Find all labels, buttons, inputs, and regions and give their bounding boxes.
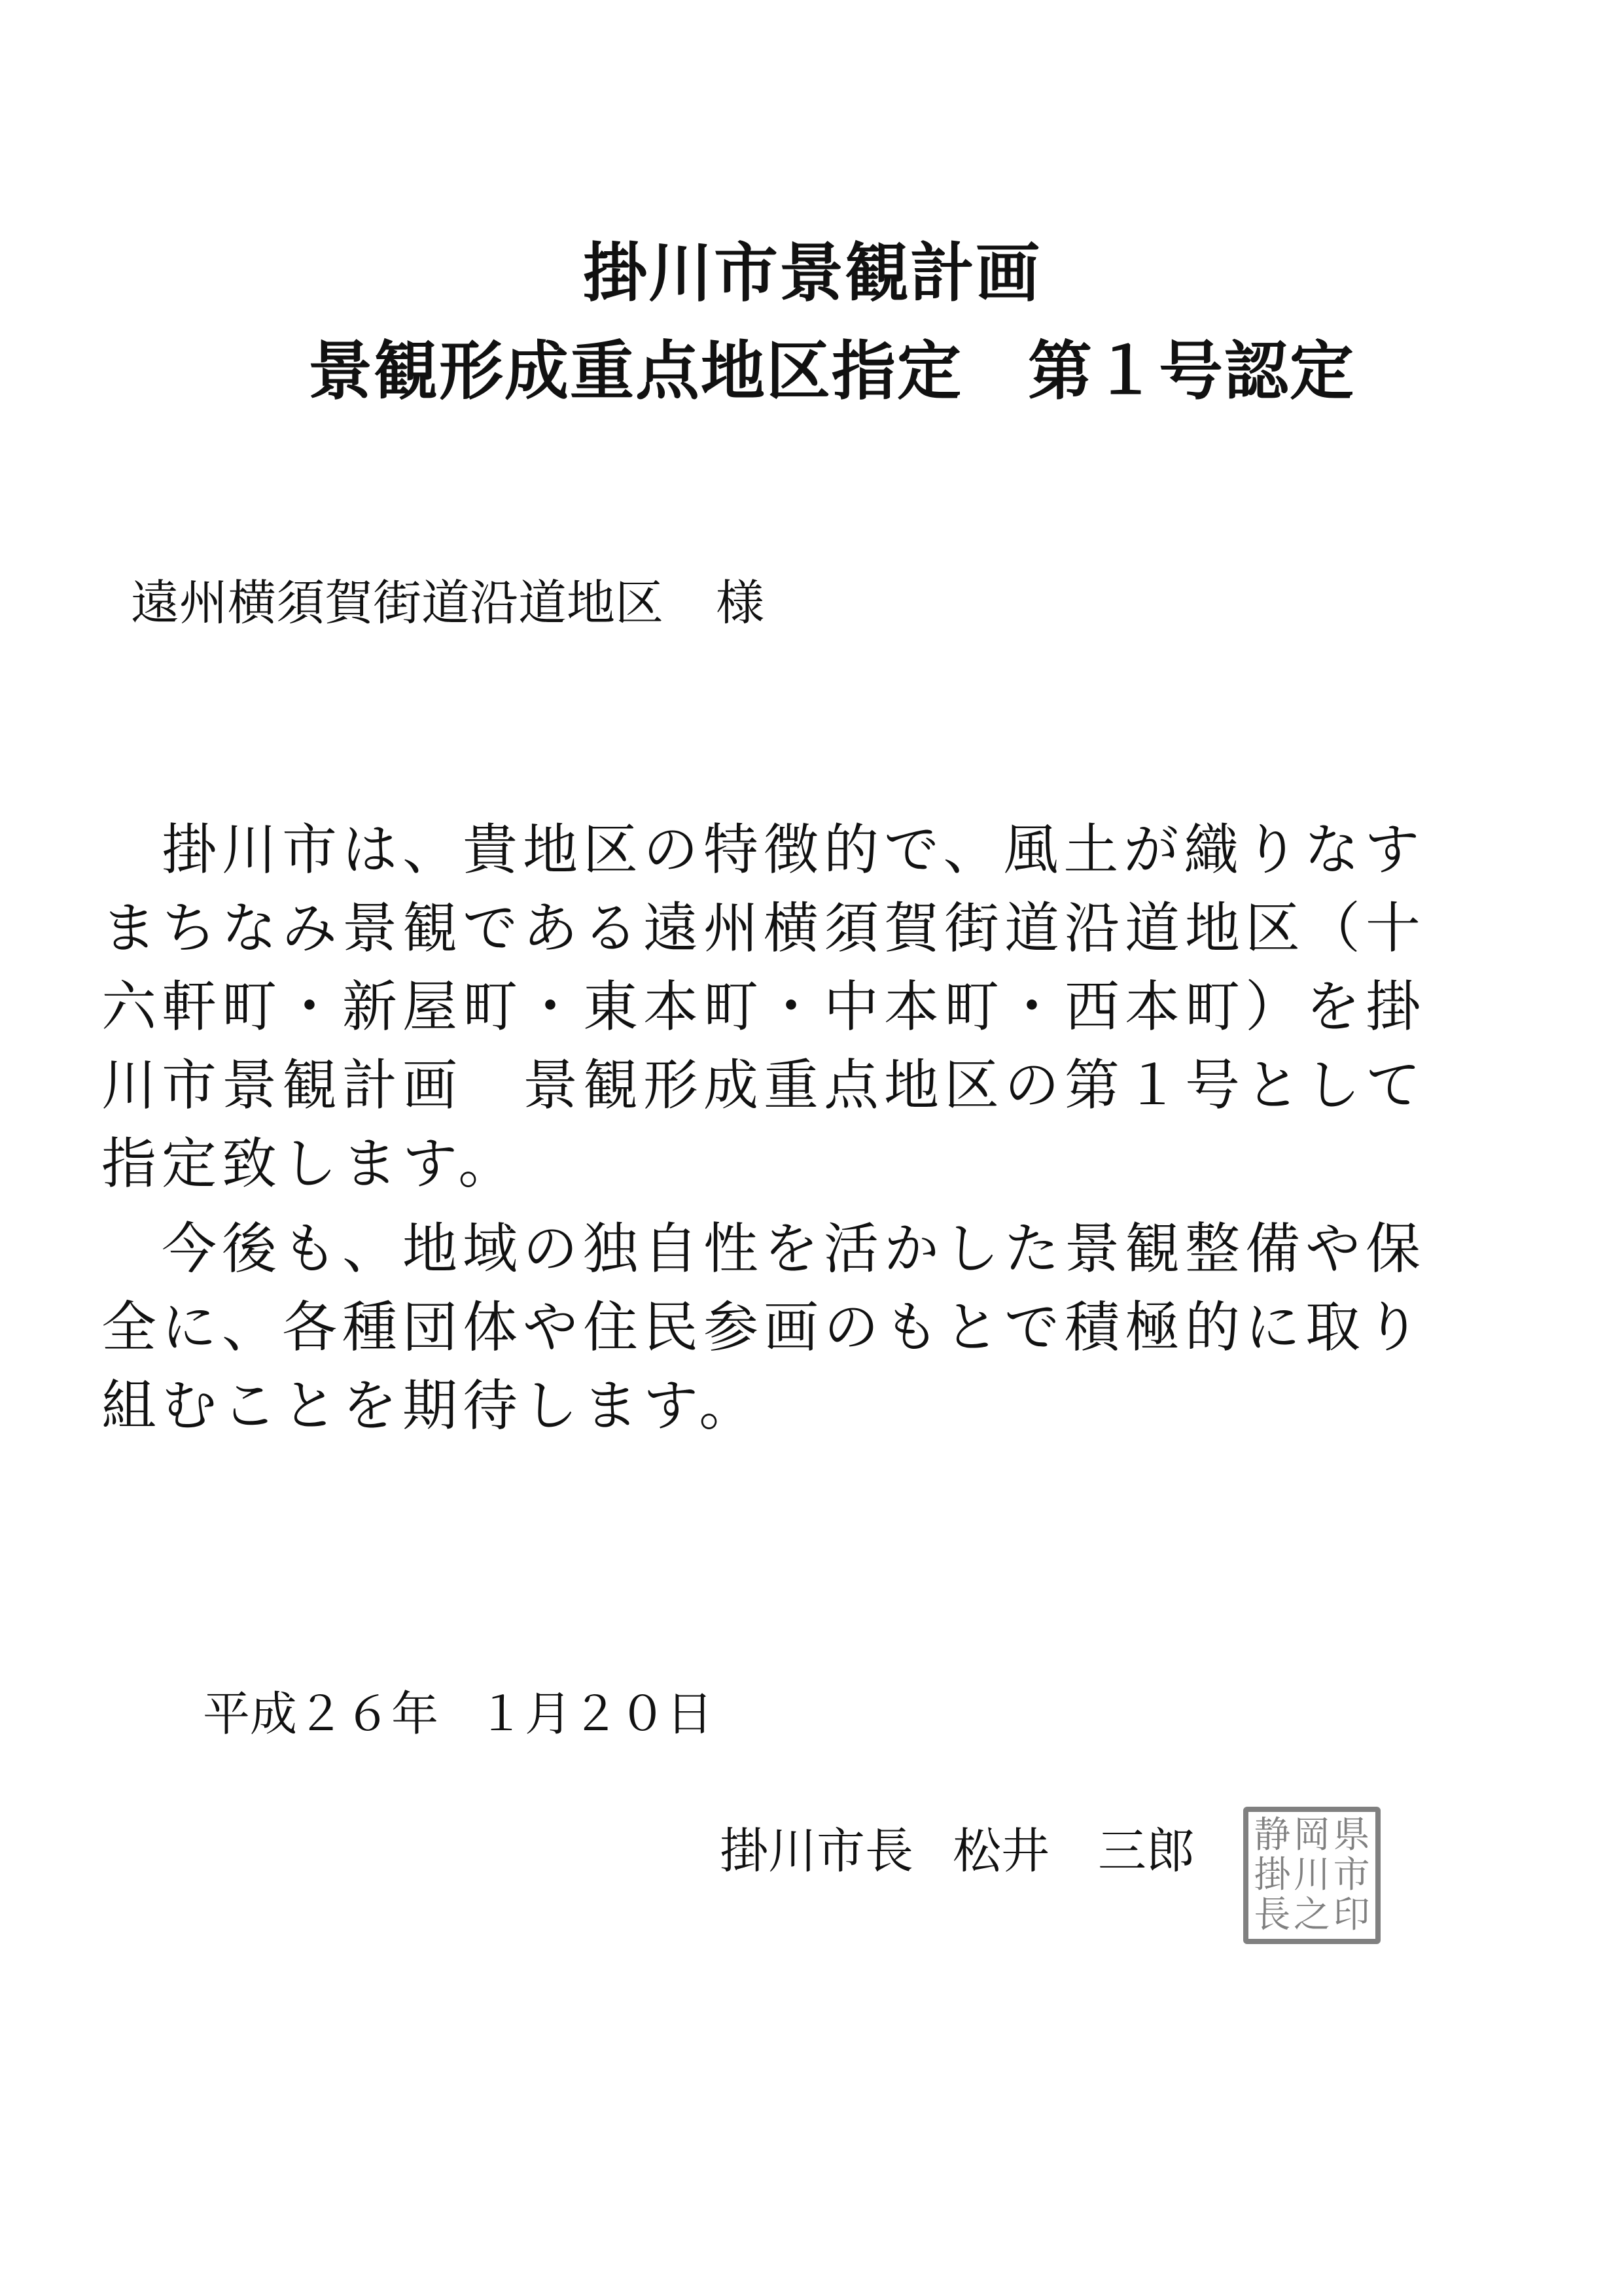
seal-char: 印 (1333, 1893, 1370, 1936)
body-line-8: 組むことを期待します。 (101, 1374, 760, 1438)
issue-date (203, 1681, 713, 1747)
signature (720, 1818, 1195, 1884)
seal-char: 川 (1293, 1853, 1330, 1896)
issue-date-year: 平成２６年 (203, 1686, 439, 1741)
signature-title: 掛川市長 (720, 1823, 913, 1879)
document-title-line-1: 掛川市景観計画 (582, 236, 1041, 311)
body-line-7: 全に、各種団体や住民参画のもとで積極的に取り (101, 1295, 1426, 1359)
body-line-4: 川市景観計画 景観形成重点地区の第１号として (101, 1053, 1426, 1117)
seal-char: 県 (1333, 1814, 1370, 1857)
body-line-6: 今後も、地域の独自性を活かした景観整備や保 (101, 1217, 1426, 1281)
document-title-line-2: 景観形成重点地区指定 第１号認定 (308, 334, 1355, 409)
body-line-3: 六軒町・新屋町・東本町・中本町・西本町）を掛 (101, 975, 1426, 1039)
body-line-2: まちなみ景観である遠州横須賀街道沿道地区（十 (101, 896, 1426, 960)
body-line-1: 掛川市は、貴地区の特徴的で、風土が織りなす (101, 818, 1425, 882)
body-line-5: 指定致します。 (101, 1132, 519, 1196)
signature-name: 松井 三郎 (953, 1823, 1195, 1879)
issue-date-day: １月２０日 (478, 1686, 714, 1741)
seal-char: 静 (1254, 1814, 1291, 1857)
seal-char: 之 (1293, 1893, 1330, 1936)
official-seal-stamp (1243, 1807, 1381, 1944)
seal-char: 市 (1333, 1853, 1370, 1896)
recipient (131, 570, 764, 636)
seal-char: 掛 (1254, 1853, 1291, 1896)
recipient-name: 遠州横須賀街道沿道地区 (131, 575, 663, 631)
seal-char: 長 (1254, 1893, 1291, 1936)
seal-char: 岡 (1293, 1814, 1330, 1857)
recipient-honorific: 様 (716, 575, 764, 631)
